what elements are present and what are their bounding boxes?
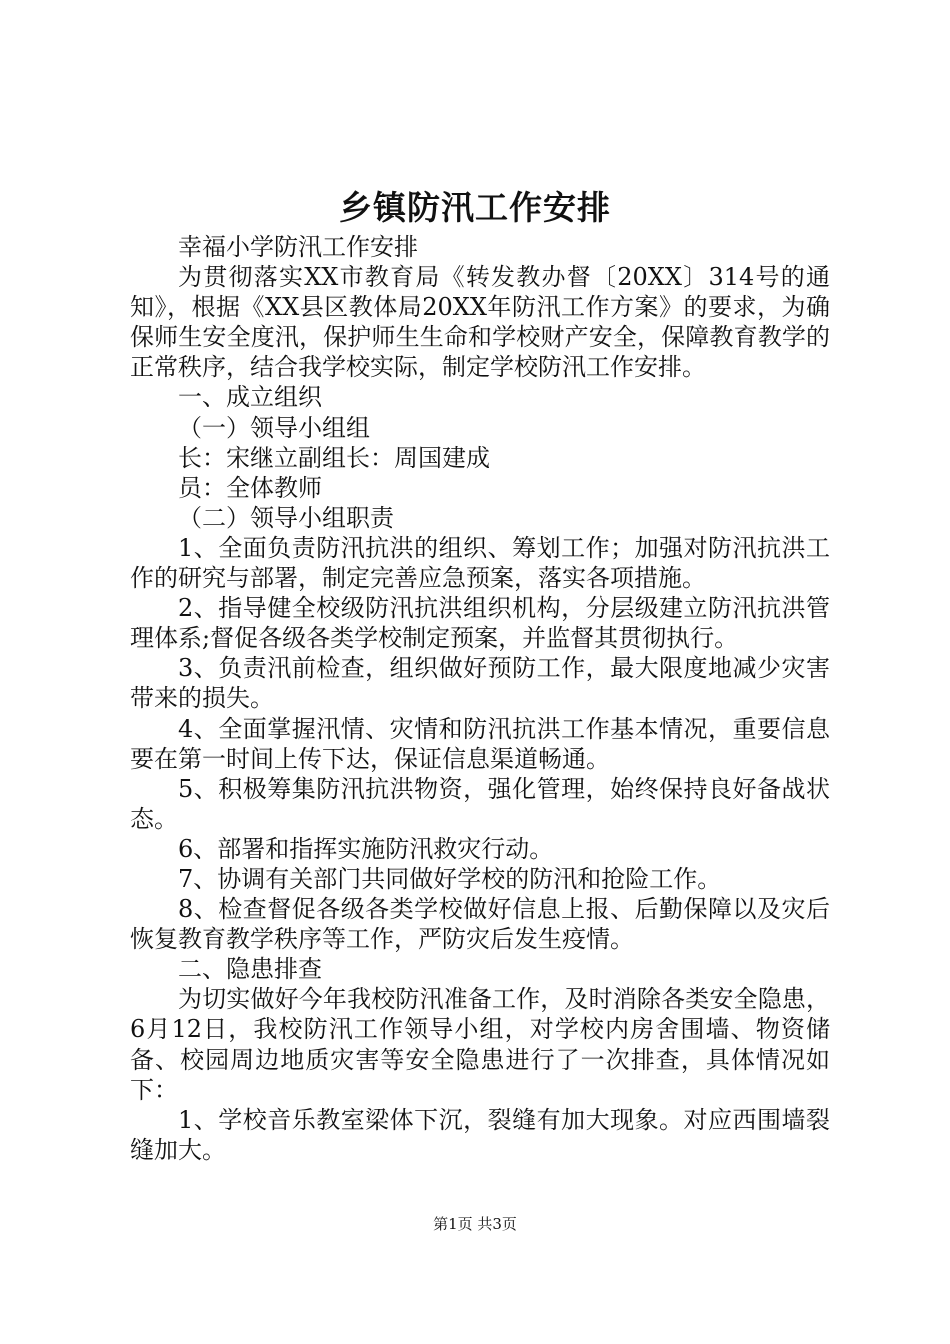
document-title: 乡镇防汛工作安排 (339, 188, 611, 227)
subsection-leadership-group: （一）领导小组组 (178, 413, 370, 442)
subsection-duties: （二）领导小组职责 (178, 503, 394, 532)
duty-item-4: 4、全面掌握汛情、灾情和防汛抗洪工作基本情况，重要信息要在第一时间上传下达，保证信息渠道畅通。 (130, 714, 830, 773)
duty-item-7: 7、协调有关部门共同做好学校的防汛和抢险工作。 (178, 864, 722, 893)
page-footer: 第1页 共3页 (433, 1215, 517, 1233)
paragraph-subtitle: 幸福小学防汛工作安排 (178, 233, 418, 261)
duty-item-1: 1、全面负责防汛抗洪的组织、筹划工作；加强对防汛抗洪工作的研究与部署，制定完善应急预案，落实各项措施。 (130, 533, 830, 593)
paragraph-members: 员：全体教师 (178, 473, 322, 502)
paragraph-hazard-intro: 为切实做好今年我校防汛准备工作，及时消除各类安全隐患，6月12日，我校防汛工作领导小组，对学校内房舍围墙、物资储备、校园周边地质灾害等安全隐患进行了一次排查，具体情况如下： (130, 985, 830, 1104)
duty-item-8: 8、检查督促各级各类学校做好信息上报、后勤保障以及灾后恢复教育教学秩序等工作，严防灾后发生疫情。 (130, 895, 830, 954)
paragraph-intro: 为贯彻落实XX市教育局《转发教办督〔20XX〕314号的通知》，根据《XX县区教体局20XX年防汛工作方案》的要求，为确保师生安全度汛，保护师生生命和学校财产安全，保障教育教学的正常秩序，结合我学校实际，制定学校防汛工作安排。 (130, 263, 830, 382)
duty-item-2: 2、指导健全校级防汛抗洪组织机构，分层级建立防汛抗洪管理体系;督促各级各类学校制定预案，并监督其贯彻执行。 (130, 594, 830, 653)
document-body (130, 232, 830, 1165)
duty-item-5: 5、积极筹集防汛抗洪物资，强化管理，始终保持良好备战状态。 (130, 774, 830, 833)
section-heading-organization: 一、成立组织 (178, 383, 322, 412)
section-heading-hazard-check: 二、隐患排查 (178, 955, 322, 984)
duty-item-3: 3、负责汛前检查，组织做好预防工作，最大限度地减少灾害带来的损失。 (130, 654, 830, 713)
paragraph-leaders: 长：宋继立副组长：周国建成 (178, 443, 490, 472)
hazard-item-1: 1、学校音乐教室梁体下沉，裂缝有加大现象。对应西围墙裂缝加大。 (130, 1105, 830, 1164)
duty-item-6: 6、部署和指挥实施防汛救灾行动。 (178, 834, 554, 863)
